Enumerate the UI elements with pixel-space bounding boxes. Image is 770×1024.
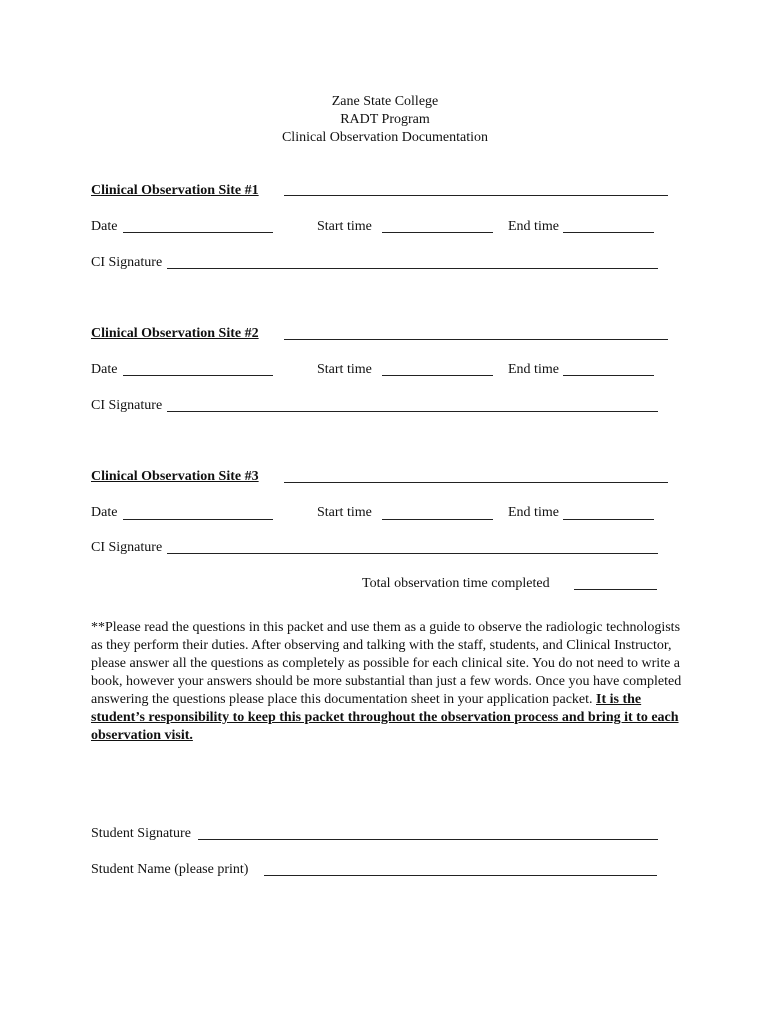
instructions-text: **Please read the questions in this packet and use them as a guide to observe the radiologic technologists as they perform their duties. After observing and talking with the staff, students, and Clinical Instructor, please answer all the questions as completely as possible for each clinical site. You do not need to write a book, however your answers should be more substantial than just a few words. Once you have completed answering the questions please place this documentation sheet in your application packet. — [91, 620, 682, 707]
site-2-end-field[interactable] — [563, 375, 654, 376]
program-name: RADT Program — [340, 112, 430, 127]
site-1-end-label: End time — [508, 219, 559, 234]
total-time-field[interactable] — [574, 589, 657, 590]
site-3-ci-label: CI Signature — [91, 540, 163, 555]
site-1-start-label: Start time — [317, 219, 372, 234]
site-1-date-label: Date — [91, 219, 118, 234]
site-2-title: Clinical Observation Site #2 — [91, 326, 259, 341]
total-time-label: Total observation time completed — [362, 576, 550, 591]
site-3-date-field[interactable] — [123, 519, 273, 520]
site-3-date-label: Date — [91, 505, 118, 520]
site-2-start-label: Start time — [317, 362, 372, 377]
site-2-ci-signature-field[interactable] — [167, 411, 658, 412]
site-1-end-field[interactable] — [563, 232, 654, 233]
site-3-start-field[interactable] — [382, 519, 493, 520]
student-name-field[interactable] — [264, 875, 657, 876]
student-signature-label: Student Signature — [91, 826, 191, 841]
college-name: Zane State College — [331, 94, 439, 109]
document-header — [0, 93, 770, 147]
site-2-start-field[interactable] — [382, 375, 493, 376]
site-1-title: Clinical Observation Site #1 — [91, 183, 259, 198]
instructions-emphasis: It is the student’s responsibility to keep this packet throughout the observation process and bring it to each observation visit. — [91, 692, 679, 743]
site-3-ci-signature-field[interactable] — [167, 553, 658, 554]
site-3-name-field[interactable] — [284, 482, 668, 483]
site-3-title: Clinical Observation Site #3 — [91, 469, 259, 484]
site-2-name-field[interactable] — [284, 339, 668, 340]
site-1-date-field[interactable] — [123, 232, 273, 233]
site-2-date-field[interactable] — [123, 375, 273, 376]
student-name-label: Student Name (please print) — [91, 862, 249, 877]
instructions-paragraph — [91, 619, 683, 745]
site-2-end-label: End time — [508, 362, 559, 377]
site-1-ci-label: CI Signature — [91, 255, 163, 270]
site-3-start-label: Start time — [317, 505, 372, 520]
site-2-date-label: Date — [91, 362, 118, 377]
site-1-start-field[interactable] — [382, 232, 493, 233]
site-1-ci-signature-field[interactable] — [167, 268, 658, 269]
site-3-end-field[interactable] — [563, 519, 654, 520]
student-signature-field[interactable] — [198, 839, 658, 840]
site-2-ci-label: CI Signature — [91, 398, 163, 413]
site-3-end-label: End time — [508, 505, 559, 520]
document-title: Clinical Observation Documentation — [281, 130, 489, 145]
site-1-name-field[interactable] — [284, 195, 668, 196]
